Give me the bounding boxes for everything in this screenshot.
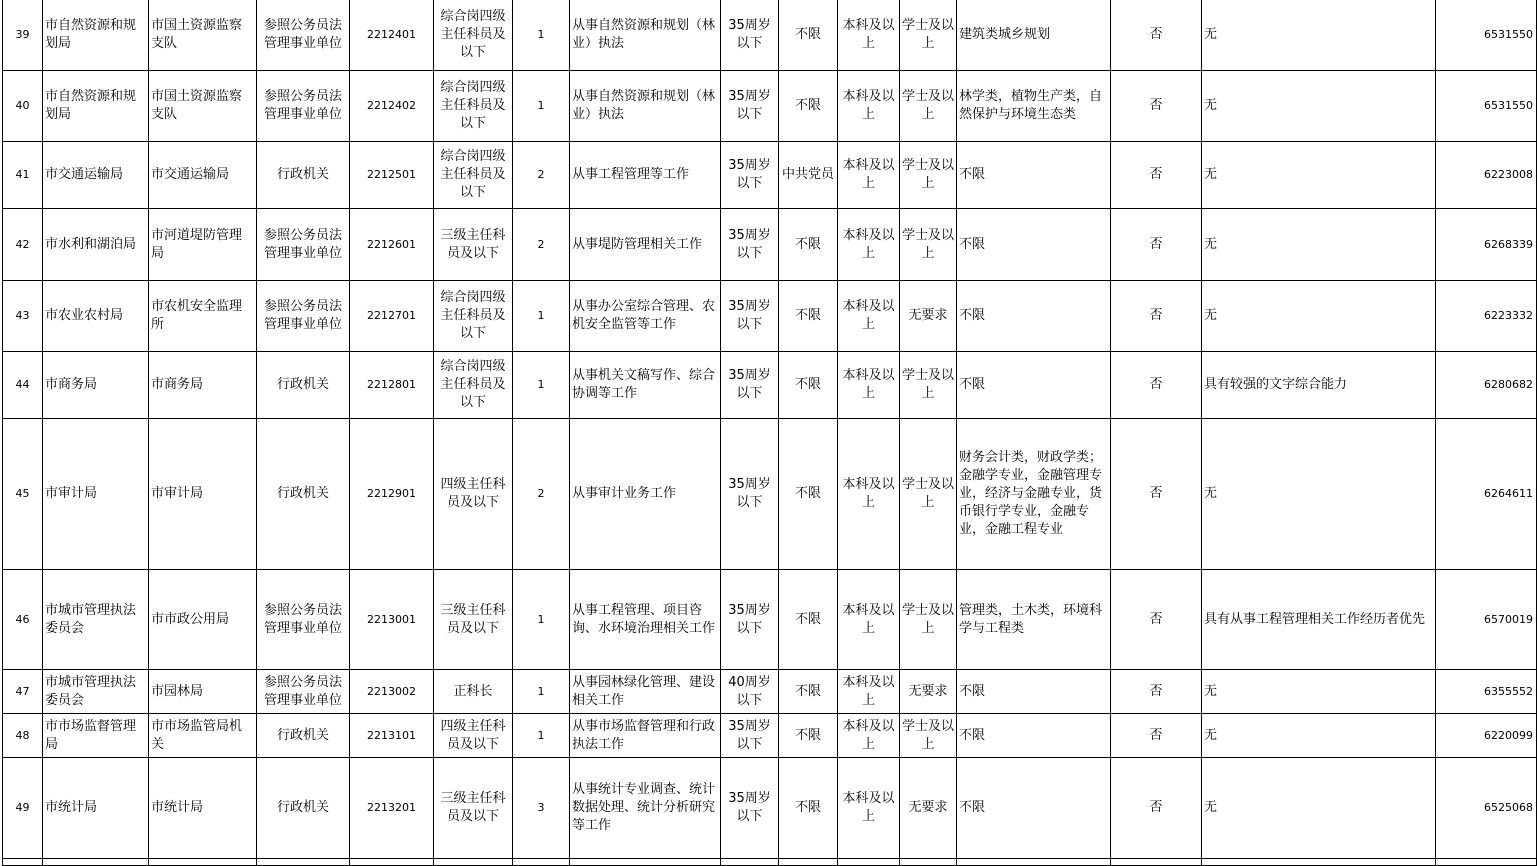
cell-unit: 市交通运输局 [149, 142, 257, 209]
cell-major: 不限 [957, 352, 1111, 419]
table-row [3, 281, 1537, 352]
cell-post: 综合岗四级主任科员及以下 [434, 281, 513, 352]
cell-code: 2213101 [350, 714, 434, 758]
cell-politic: 不限 [779, 352, 838, 419]
cell-post: 综合岗四级主任科员及以下 [434, 0, 513, 71]
cell-unit: 市河道堤防管理局 [149, 209, 257, 281]
cell-other: 无 [1202, 209, 1436, 281]
cell-num: 2 [513, 142, 570, 209]
cell-politic: 不限 [779, 570, 838, 670]
cell-degree: 学士及以上 [900, 419, 957, 570]
cell-phone: 6264611 [1436, 419, 1537, 570]
cell-unit: 市审计局 [149, 419, 257, 570]
cell-no: 48 [3, 714, 43, 758]
cell-nature: 参照公务员法管理事业单位 [257, 570, 350, 670]
cell-phone: 6531550 [1436, 0, 1537, 71]
cell-exam: 否 [1111, 71, 1202, 142]
table-row [3, 71, 1537, 142]
cell-dept: 市城市管理执法委员会 [43, 670, 149, 714]
cell-duty: 从事园林绿化管理、建设相关工作 [570, 670, 721, 714]
cell-age: 35周岁以下 [721, 758, 779, 859]
cell-duty: 从事机关文稿写作、综合协调等工作 [570, 352, 721, 419]
cell-num: 1 [513, 670, 570, 714]
table-body [3, 0, 1537, 866]
cell-num: 1 [513, 0, 570, 71]
cell-dept: 市审计局 [43, 419, 149, 570]
cell-politic: 不限 [779, 71, 838, 142]
cell-major: 不限 [957, 758, 1111, 859]
cell-exam: 否 [1111, 209, 1202, 281]
cell-major: 建筑类城乡规划 [957, 0, 1111, 71]
cell-phone: 6220099 [1436, 714, 1537, 758]
cell-edu: 本科及以上 [838, 419, 900, 570]
cell-num: 1 [513, 71, 570, 142]
cell-degree: 无要求 [900, 758, 957, 859]
table-row-partial [3, 859, 1537, 866]
cell-code: 2212501 [350, 142, 434, 209]
cell-post: 综合岗四级主任科员及以下 [434, 142, 513, 209]
cell-age: 35周岁以下 [721, 71, 779, 142]
cell-empty [1436, 859, 1537, 866]
cell-code: 2213201 [350, 758, 434, 859]
cell-other: 无 [1202, 281, 1436, 352]
cell-post: 综合岗四级主任科员及以下 [434, 71, 513, 142]
cell-age: 40周岁以下 [721, 670, 779, 714]
cell-empty [721, 859, 779, 866]
cell-politic: 不限 [779, 670, 838, 714]
cell-age: 35周岁以下 [721, 570, 779, 670]
cell-empty [779, 859, 838, 866]
cell-num: 2 [513, 209, 570, 281]
cell-unit: 市国土资源监察支队 [149, 71, 257, 142]
table-row [3, 419, 1537, 570]
cell-dept: 市农业农村局 [43, 281, 149, 352]
cell-post: 三级主任科员及以下 [434, 209, 513, 281]
cell-age: 35周岁以下 [721, 209, 779, 281]
cell-empty [838, 859, 900, 866]
cell-exam: 否 [1111, 570, 1202, 670]
cell-empty [900, 859, 957, 866]
cell-no: 46 [3, 570, 43, 670]
cell-edu: 本科及以上 [838, 352, 900, 419]
cell-unit: 市国土资源监察支队 [149, 0, 257, 71]
cell-num: 2 [513, 419, 570, 570]
cell-unit: 市商务局 [149, 352, 257, 419]
cell-no: 43 [3, 281, 43, 352]
cell-age: 35周岁以下 [721, 0, 779, 71]
cell-edu: 本科及以上 [838, 209, 900, 281]
cell-phone: 6223008 [1436, 142, 1537, 209]
cell-other: 无 [1202, 0, 1436, 71]
cell-empty [149, 859, 257, 866]
cell-no: 44 [3, 352, 43, 419]
cell-major: 管理类，土木类，环境科学与工程类 [957, 570, 1111, 670]
cell-phone: 6223332 [1436, 281, 1537, 352]
cell-empty [43, 859, 149, 866]
cell-num: 3 [513, 758, 570, 859]
cell-politic: 不限 [779, 758, 838, 859]
cell-empty [957, 859, 1111, 866]
table-row [3, 758, 1537, 859]
cell-other: 无 [1202, 714, 1436, 758]
cell-unit: 市市场监管局机关 [149, 714, 257, 758]
cell-num: 1 [513, 570, 570, 670]
cell-nature: 行政机关 [257, 758, 350, 859]
cell-duty: 从事自然资源和规划（林业）执法 [570, 0, 721, 71]
cell-age: 35周岁以下 [721, 352, 779, 419]
table-row [3, 570, 1537, 670]
cell-exam: 否 [1111, 0, 1202, 71]
table-row [3, 352, 1537, 419]
cell-duty: 从事审计业务工作 [570, 419, 721, 570]
cell-nature: 行政机关 [257, 142, 350, 209]
cell-age: 35周岁以下 [721, 714, 779, 758]
cell-code: 2212701 [350, 281, 434, 352]
cell-no: 39 [3, 0, 43, 71]
cell-exam: 否 [1111, 352, 1202, 419]
cell-politic: 中共党员 [779, 142, 838, 209]
cell-nature: 参照公务员法管理事业单位 [257, 209, 350, 281]
cell-no: 45 [3, 419, 43, 570]
cell-major: 不限 [957, 670, 1111, 714]
cell-age: 35周岁以下 [721, 142, 779, 209]
cell-other: 具有较强的文字综合能力 [1202, 352, 1436, 419]
table-row [3, 714, 1537, 758]
cell-phone: 6570019 [1436, 570, 1537, 670]
cell-politic: 不限 [779, 281, 838, 352]
cell-exam: 否 [1111, 714, 1202, 758]
cell-duty: 从事统计专业调查、统计数据处理、统计分析研究等工作 [570, 758, 721, 859]
cell-edu: 本科及以上 [838, 758, 900, 859]
cell-code: 2212401 [350, 0, 434, 71]
cell-dept: 市自然资源和规划局 [43, 71, 149, 142]
cell-degree: 学士及以上 [900, 570, 957, 670]
cell-dept: 市交通运输局 [43, 142, 149, 209]
cell-major: 不限 [957, 142, 1111, 209]
cell-code: 2212402 [350, 71, 434, 142]
cell-post: 四级主任科员及以下 [434, 714, 513, 758]
cell-empty [3, 859, 43, 866]
job-positions-table [2, 0, 1537, 866]
cell-empty [350, 859, 434, 866]
cell-nature: 参照公务员法管理事业单位 [257, 0, 350, 71]
cell-phone: 6355552 [1436, 670, 1537, 714]
cell-nature: 参照公务员法管理事业单位 [257, 71, 350, 142]
cell-post: 综合岗四级主任科员及以下 [434, 352, 513, 419]
cell-unit: 市农机安全监理所 [149, 281, 257, 352]
cell-duty: 从事自然资源和规划（林业）执法 [570, 71, 721, 142]
cell-nature: 参照公务员法管理事业单位 [257, 670, 350, 714]
cell-duty: 从事堤防管理相关工作 [570, 209, 721, 281]
table-row [3, 0, 1537, 71]
cell-edu: 本科及以上 [838, 71, 900, 142]
cell-edu: 本科及以上 [838, 281, 900, 352]
cell-code: 2212601 [350, 209, 434, 281]
cell-exam: 否 [1111, 670, 1202, 714]
cell-degree: 无要求 [900, 281, 957, 352]
cell-post: 四级主任科员及以下 [434, 419, 513, 570]
cell-nature: 行政机关 [257, 714, 350, 758]
cell-no: 40 [3, 71, 43, 142]
cell-politic: 不限 [779, 0, 838, 71]
cell-dept: 市自然资源和规划局 [43, 0, 149, 71]
cell-num: 1 [513, 714, 570, 758]
cell-age: 35周岁以下 [721, 419, 779, 570]
cell-code: 2213001 [350, 570, 434, 670]
cell-empty [257, 859, 350, 866]
cell-politic: 不限 [779, 419, 838, 570]
cell-degree: 学士及以上 [900, 71, 957, 142]
cell-edu: 本科及以上 [838, 142, 900, 209]
cell-empty [1202, 859, 1436, 866]
cell-exam: 否 [1111, 281, 1202, 352]
cell-exam: 否 [1111, 419, 1202, 570]
cell-phone: 6531550 [1436, 71, 1537, 142]
cell-dept: 市水利和湖泊局 [43, 209, 149, 281]
cell-politic: 不限 [779, 209, 838, 281]
cell-no: 42 [3, 209, 43, 281]
cell-dept: 市商务局 [43, 352, 149, 419]
cell-age: 35周岁以下 [721, 281, 779, 352]
cell-no: 49 [3, 758, 43, 859]
cell-post: 三级主任科员及以下 [434, 758, 513, 859]
cell-no: 41 [3, 142, 43, 209]
cell-degree: 学士及以上 [900, 714, 957, 758]
table-row [3, 142, 1537, 209]
cell-post: 正科长 [434, 670, 513, 714]
cell-nature: 行政机关 [257, 419, 350, 570]
cell-exam: 否 [1111, 758, 1202, 859]
cell-other: 无 [1202, 419, 1436, 570]
cell-dept: 市市场监督管理局 [43, 714, 149, 758]
cell-unit: 市园林局 [149, 670, 257, 714]
cell-unit: 市市政公用局 [149, 570, 257, 670]
table-row [3, 670, 1537, 714]
cell-major: 不限 [957, 714, 1111, 758]
cell-major: 不限 [957, 209, 1111, 281]
cell-edu: 本科及以上 [838, 670, 900, 714]
cell-post: 三级主任科员及以下 [434, 570, 513, 670]
cell-other: 具有从事工程管理相关工作经历者优先 [1202, 570, 1436, 670]
cell-empty [1111, 859, 1202, 866]
cell-unit: 市统计局 [149, 758, 257, 859]
cell-edu: 本科及以上 [838, 714, 900, 758]
cell-duty: 从事市场监督管理和行政执法工作 [570, 714, 721, 758]
cell-empty [434, 859, 513, 866]
table-row [3, 209, 1537, 281]
cell-code: 2212901 [350, 419, 434, 570]
cell-phone: 6280682 [1436, 352, 1537, 419]
cell-num: 1 [513, 281, 570, 352]
cell-degree: 学士及以上 [900, 352, 957, 419]
cell-duty: 从事工程管理、项目咨询、水环境治理相关工作 [570, 570, 721, 670]
cell-exam: 否 [1111, 142, 1202, 209]
cell-degree: 学士及以上 [900, 142, 957, 209]
cell-degree: 无要求 [900, 670, 957, 714]
cell-code: 2213002 [350, 670, 434, 714]
cell-other: 无 [1202, 142, 1436, 209]
cell-phone: 6268339 [1436, 209, 1537, 281]
cell-degree: 学士及以上 [900, 209, 957, 281]
cell-major: 不限 [957, 281, 1111, 352]
cell-major: 财务会计类，财政学类；金融学专业，金融管理专业，经济与金融专业，货币银行学专业，金融专业，金融工程专业 [957, 419, 1111, 570]
cell-major: 林学类，植物生产类，自然保护与环境生态类 [957, 71, 1111, 142]
cell-code: 2212801 [350, 352, 434, 419]
cell-duty: 从事工程管理等工作 [570, 142, 721, 209]
cell-nature: 参照公务员法管理事业单位 [257, 281, 350, 352]
cell-empty [570, 859, 721, 866]
cell-edu: 本科及以上 [838, 570, 900, 670]
cell-other: 无 [1202, 71, 1436, 142]
cell-dept: 市城市管理执法委员会 [43, 570, 149, 670]
cell-empty [513, 859, 570, 866]
cell-num: 1 [513, 352, 570, 419]
cell-nature: 行政机关 [257, 352, 350, 419]
cell-no: 47 [3, 670, 43, 714]
cell-dept: 市统计局 [43, 758, 149, 859]
cell-other: 无 [1202, 758, 1436, 859]
cell-degree: 学士及以上 [900, 0, 957, 71]
cell-politic: 不限 [779, 714, 838, 758]
cell-other: 无 [1202, 670, 1436, 714]
cell-duty: 从事办公室综合管理、农机安全监管等工作 [570, 281, 721, 352]
cell-edu: 本科及以上 [838, 0, 900, 71]
cell-phone: 6525068 [1436, 758, 1537, 859]
